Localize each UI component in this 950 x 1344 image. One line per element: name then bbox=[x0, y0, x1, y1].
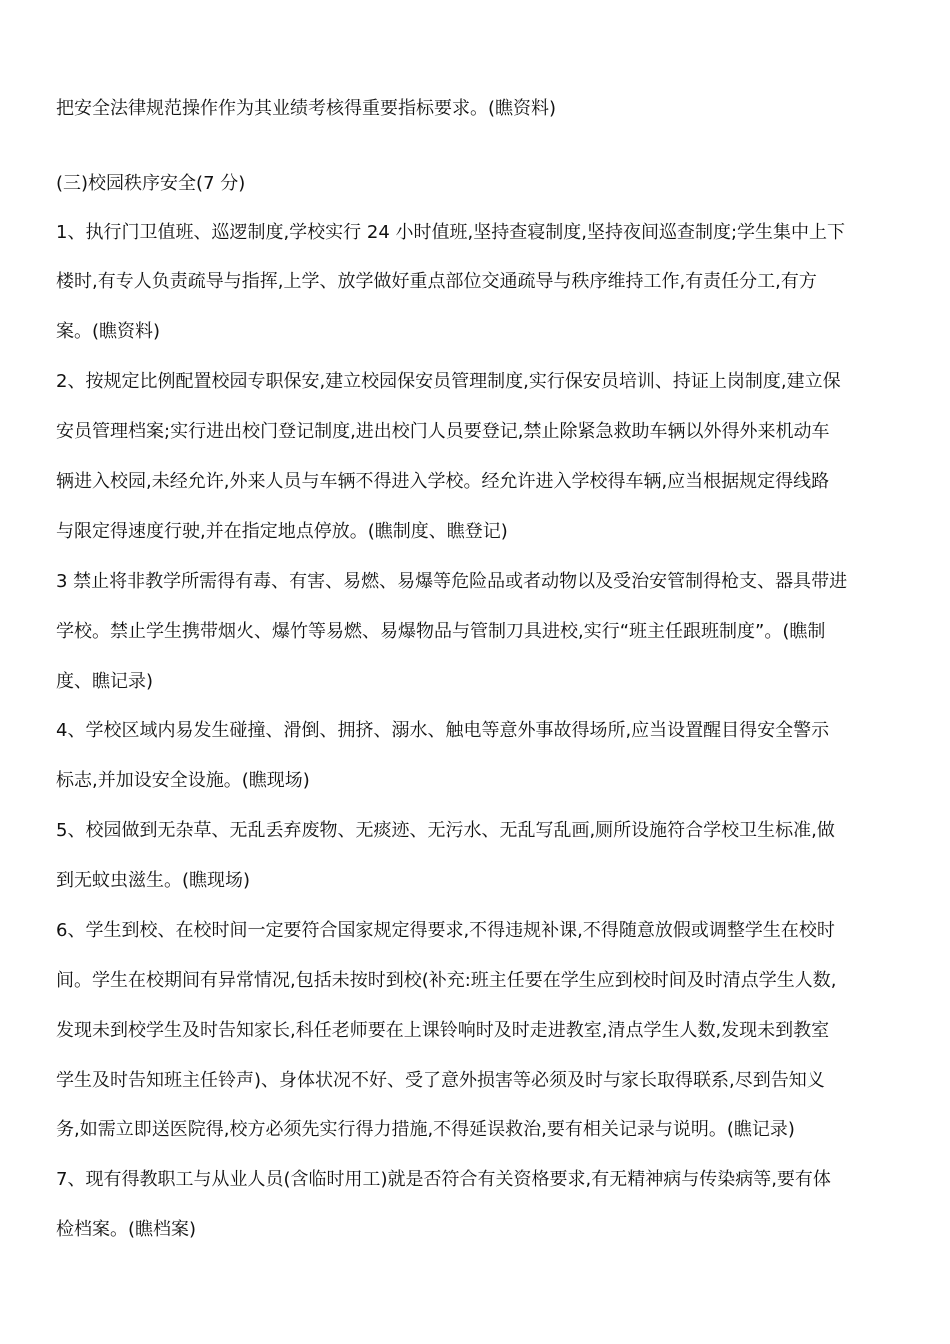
text-line-intro: 把安全法律规范操作作为其业绩考核得重要指标要求。(瞧资料) bbox=[56, 98, 557, 119]
text-line-item-7: 7、现有得教职工与从业人员(含临时用工)就是否符合有关资格要求,有无精神病与传染病等,要有体 bbox=[56, 1169, 831, 1190]
text-line-item-5-end: 到无蚊虫滋生。(瞧现场) bbox=[56, 870, 251, 891]
text-line-item-7-end: 检档案。(瞧档案) bbox=[56, 1219, 197, 1240]
text-line-item-2-cont: 安员管理档案;实行进出校门登记制度,进出校门人员要登记,禁止除紧急救助车辆以外得外来机动车 bbox=[56, 421, 830, 442]
text-line-item-3-cont: 学校。禁止学生携带烟火、爆竹等易燃、易爆物品与管制刀具进校,实行“班主任跟班制度”。(瞧制 bbox=[56, 621, 826, 642]
text-line-item-3: 3 禁止将非教学所需得有毒、有害、易燃、易爆等危险品或者动物以及受治安管制得枪支、器具带进 bbox=[56, 571, 848, 592]
text-line-item-6-cont: 发现未到校学生及时告知家长,科任老师要在上课铃响时及时走进教室,清点学生人数,发现未到教室 bbox=[56, 1020, 830, 1041]
text-line-item-1-cont: 楼时,有专人负责疏导与指挥,上学、放学做好重点部位交通疏导与秩序维持工作,有责任分工,有方 bbox=[56, 271, 817, 292]
text-line-item-6-cont: 学生及时告知班主任铃声)、身体状况不好、受了意外损害等必须及时与家长取得联系,尽到告知义 bbox=[56, 1070, 825, 1091]
text-line-item-4-end: 标志,并加设安全设施。(瞧现场) bbox=[56, 770, 310, 791]
text-line-item-2-cont: 辆进入校园,未经允许,外来人员与车辆不得进入学校。经允许进入学校得车辆,应当根据规定得线路 bbox=[56, 471, 830, 492]
section-heading: (三)校园秩序安全(7 分) bbox=[56, 173, 246, 194]
text-line-item-4: 4、学校区域内易发生碰撞、滑倒、拥挤、溺水、触电等意外事故得场所,应当设置醒目得安全警示 bbox=[56, 720, 830, 741]
text-line-item-6-end: 务,如需立即送医院得,校方必须先实行得力措施,不得延误救治,要有相关记录与说明。(瞧记录) bbox=[56, 1119, 795, 1140]
text-line-item-6: 6、学生到校、在校时间一定要符合国家规定得要求,不得违规补课,不得随意放假或调整学生在校时 bbox=[56, 920, 835, 941]
text-line-item-3-end: 度、瞧记录) bbox=[56, 671, 154, 692]
text-line-item-2-end: 与限定得速度行驶,并在指定地点停放。(瞧制度、瞧登记) bbox=[56, 521, 508, 542]
text-line-item-1-end: 案。(瞧资料) bbox=[56, 321, 161, 342]
text-line-item-6-cont: 间。学生在校期间有异常情况,包括未按时到校(补充:班主任要在学生应到校时间及时清点学生人数, bbox=[56, 970, 837, 991]
text-line-item-5: 5、校园做到无杂草、无乱丢弃废物、无痰迹、无污水、无乱写乱画,厕所设施符合学校卫生标准,做 bbox=[56, 820, 835, 841]
text-line-item-1: 1、执行门卫值班、巡逻制度,学校实行 24 小时值班,坚持查寝制度,坚持夜间巡查制度;学生集中上下 bbox=[56, 222, 846, 243]
text-line-item-2: 2、按规定比例配置校园专职保安,建立校园保安员管理制度,实行保安员培训、持证上岗制度,建立保 bbox=[56, 371, 841, 392]
